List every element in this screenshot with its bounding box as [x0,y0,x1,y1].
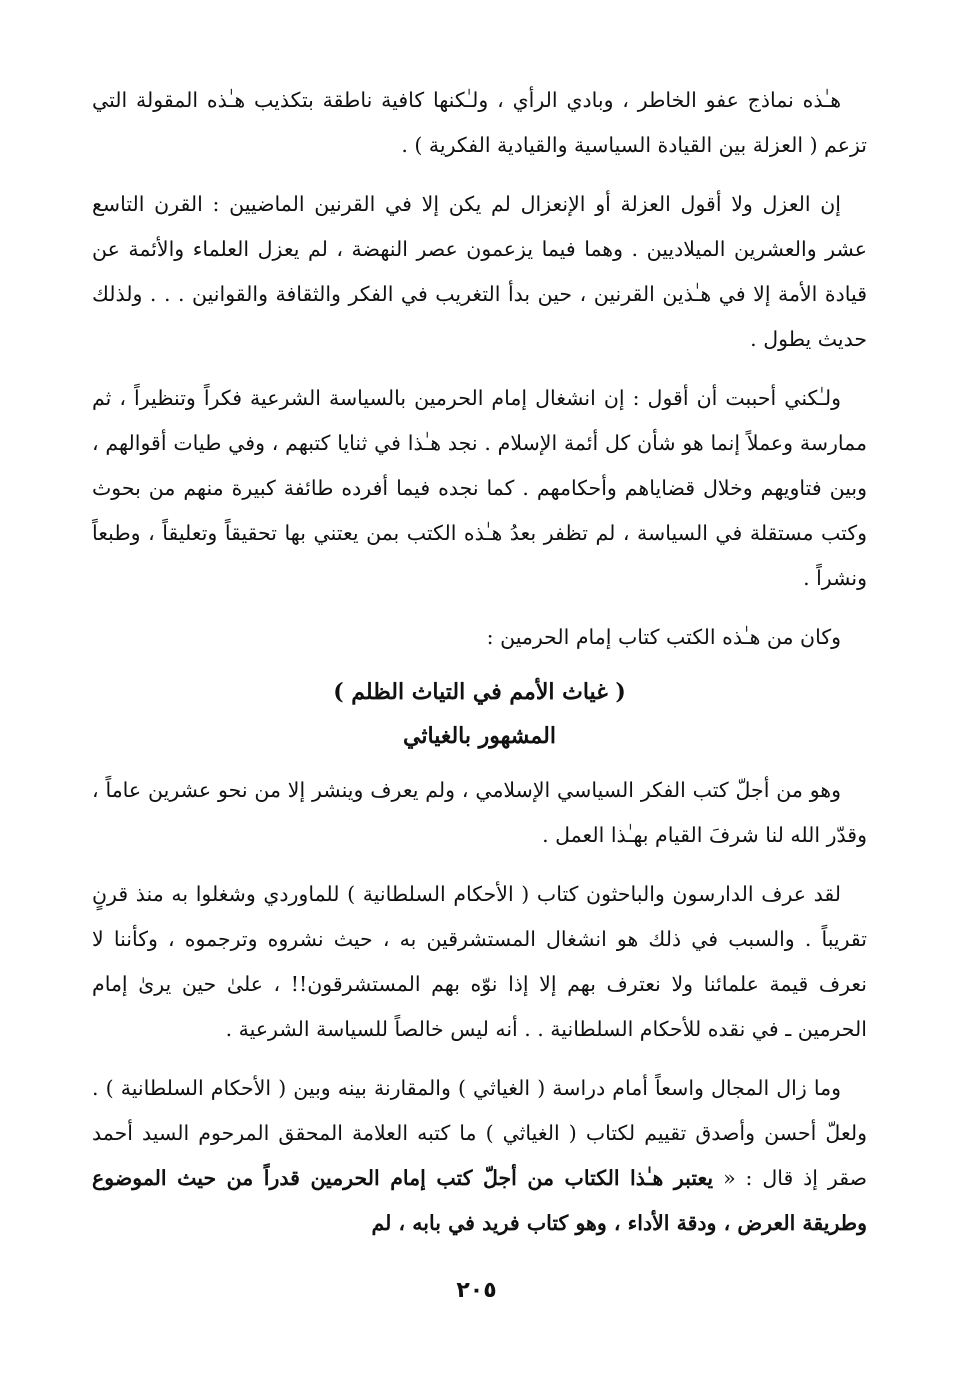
evaluation-quote-bold: يعتبر هـٰذا الكتاب من أجلّ كتب إمام الحرمين قدراً من حيث الموضوع وطريقة العرض ، ودقة الأداء ، وهو كتاب فريد في بابه ، لم [92,1166,867,1235]
paragraph-book-description: وهو من أجلّ كتب الفكر السياسي الإسلامي ، ولم يعرف وينشر إلا من نحو عشرين عاماً ، وقدّر الله لنا شرفَ القيام بهـٰذا العمل . [92,778,867,847]
paragraph-book-intro: وكان من هـٰذه الكتب كتاب إمام الحرمين : [486,625,841,649]
paragraph-isolation: إن العزل ولا أقول العزلة أو الإنعزال لم يكن إلا في القرنين الماضيين : القرن التاسع عشر والعشرين الميلاديين . وهما فيما يزعمون عصر النهضة ، لم يعزل العلماء والأئمة عن قيادة الأمة إلا في هـٰذين القرنين ، حين بدأ التغريب في الفكر والثقافة والقوانين . . . ولذلك حديث يطول . [92,192,867,351]
paragraph-imam-politics: ولـٰكني أحببت أن أقول : إن انشغال إمام الحرمين بالسياسة الشرعية فكراً وتنظيراً ، ثم ممارسة وعملاً إنما هو شأن كل أئمة الإسلام . نجد هـٰذا في ثنايا كتبهم ، وفي طيات أقوالهم ، وبين فتاويهم وخلال قضاياهم وأحكامهم . كما نجده فيما أفرده طائفة كبيرة منهم من بحوث وكتب مستقلة في السياسة ، لم تظفر بعدُ هـٰذه الكتب بمن يعتني بها تحقيقاً وتعليقاً ، وطبعاً ونشراً . [92,386,867,590]
paragraph-ahkam-sultaniya: لقد عرف الدارسون والباحثون كتاب ( الأحكام السلطانية ) للماوردي وشغلوا به منذ قرنٍ تقريباً . والسبب في ذلك هو انشغال المستشرقين به ، حيث نشروه وترجموه ، وكأننا لا نعرف قيمة علمائنا ولا نعترف بهم إلا إذا نوّه بهم المستشرقون!! ، علىٰ حين يرىٰ إمام الحرمين ـ في نقده للأحكام السلطانية . . أنه ليس خالصاً للسياسة الشرعية . [92,882,867,1041]
page-body [92,78,867,1260]
paragraph-evaluation [92,1066,867,1246]
book-title-heading: ( غياث الأمم في التياث الظلم ) [333,679,626,705]
page-number: ٢٠٥ [456,1278,497,1303]
evaluation-normal-text: وما زال المجال واسعاً أمام دراسة ( الغياثي ) والمقارنة بينه وبين ( الأحكام السلطانية ) . ولعلّ أحسن وأصدق تقييم لكتاب ( الغياثي ) ما كتبه العلامة المحقق المرحوم السيد أحمد صقر إذ قال : « [92,1076,867,1190]
book-subtitle-heading: المشهور بالغياثي [403,723,556,749]
paragraph-examples: هـٰذه نماذج عفو الخاطر ، وبادي الرأي ، ولـٰكنها كافية ناطقة بتكذيب هـٰذه المقولة التي تزعم ( العزلة بين القيادة السياسية والقيادية الفكرية ) . [92,88,867,157]
